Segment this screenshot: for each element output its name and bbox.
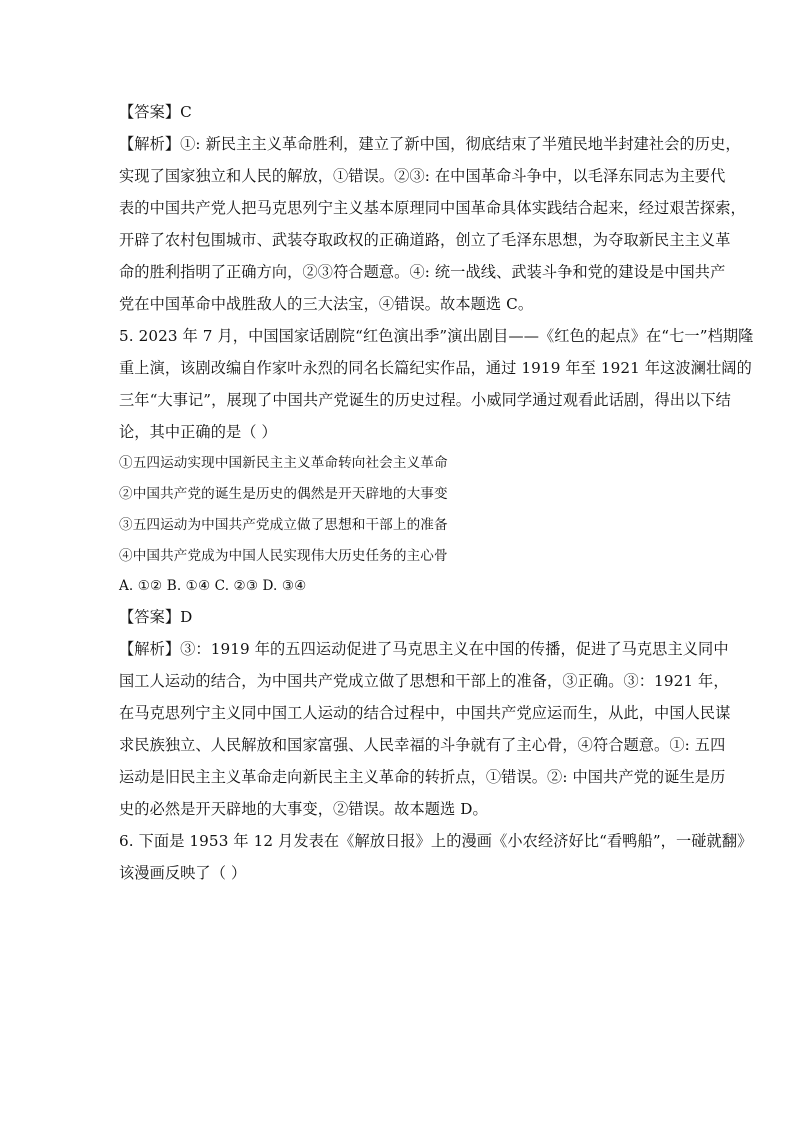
q6-stem-line: 6. 下面是 1953 年 12 月发表在《解放日报》上的漫画《小农经济好比“看鸭船”，一碰就翻》 [119,832,753,850]
q5-answer: 【答案】D [119,608,193,626]
q5-options: A. ①② B. ①④ C. ②③ D. ③④ [119,578,307,594]
q5-stem-line: 论，其中正确的是（ ） [119,423,277,441]
q5-analysis-line: 在马克思列宁主义同中国工人运动的结合过程中，中国共产党应运而生，从此，中国人民谋 [119,704,731,722]
q5-statement: ①五四运动实现中国新民主主义革命转向社会主义革命 [119,455,448,471]
q5-statement: ②中国共产党的诞生是历史的偶然是开天辟地的大事变 [119,486,448,502]
q4-answer: 【答案】C [119,103,192,121]
q5-statement: ③五四运动为中国共产党成立做了思想和干部上的准备 [119,517,448,533]
q5-stem-line: 重上演，该剧改编自作家叶永烈的同名长篇纪实作品，通过 1919 年至 1921 年这波澜壮阔的 [119,359,752,377]
q4-analysis-line: 开辟了农村包围城市、武装夺取政权的正确道路，创立了毛泽东思想，为夺取新民主主义革 [119,231,731,249]
q5-stem-line: 5. 2023 年 7 月，中国国家话剧院“红色演出季”演出剧目——《红色的起点》在“七一”档期隆 [119,327,754,345]
q4-analysis-line: 党在中国革命中战胜敌人的三大法宝，④错误。故本题选 C。 [119,295,534,313]
q5-analysis-line: 【解析】③：1919 年的五四运动促进了马克思主义在中国的传播，促进了马克思主义同中 [119,640,729,658]
q5-analysis-line: 运动是旧民主主义革命走向新民主主义革命的转折点，①错误。②: 中国共产党的诞生是历 [119,768,726,786]
q5-statement: ④中国共产党成为中国人民实现伟大历史任务的主心骨 [119,548,448,564]
q5-stem-line: 三年“大事记”，展现了中国共产党诞生的历史过程。小威同学通过观看此话剧，得出以下结 [119,391,731,409]
q6-stem-line: 该漫画反映了（ ） [119,864,247,882]
q4-analysis-line: 实现了国家独立和人民的解放，①错误。②③: 在中国革命斗争中，以毛泽东同志为主要代 [119,167,726,185]
q4-analysis-line: 命的胜利指明了正确方向，②③符合题意。④: 统一战线、武装斗争和党的建设是中国共产 [119,263,726,281]
q4-analysis-line: 【解析】①: 新民主主义革命胜利，建立了新中国，彻底结束了半殖民地半封建社会的历史， [119,135,741,153]
q5-analysis-line: 史的必然是开天辟地的大事变，②错误。故本题选 D。 [119,800,488,818]
q5-analysis-line: 国工人运动的结合，为中国共产党成立做了思想和干部上的准备，③正确。③：1921 年， [119,672,729,690]
q5-analysis-line: 求民族独立、人民解放和国家富强、人民幸福的斗争就有了主心骨，④符合题意。①: 五四 [119,736,726,754]
q4-analysis-line: 表的中国共产党人把马克思列宁主义基本原理同中国革命具体实践结合起来，经过艰苦探索， [119,199,746,217]
